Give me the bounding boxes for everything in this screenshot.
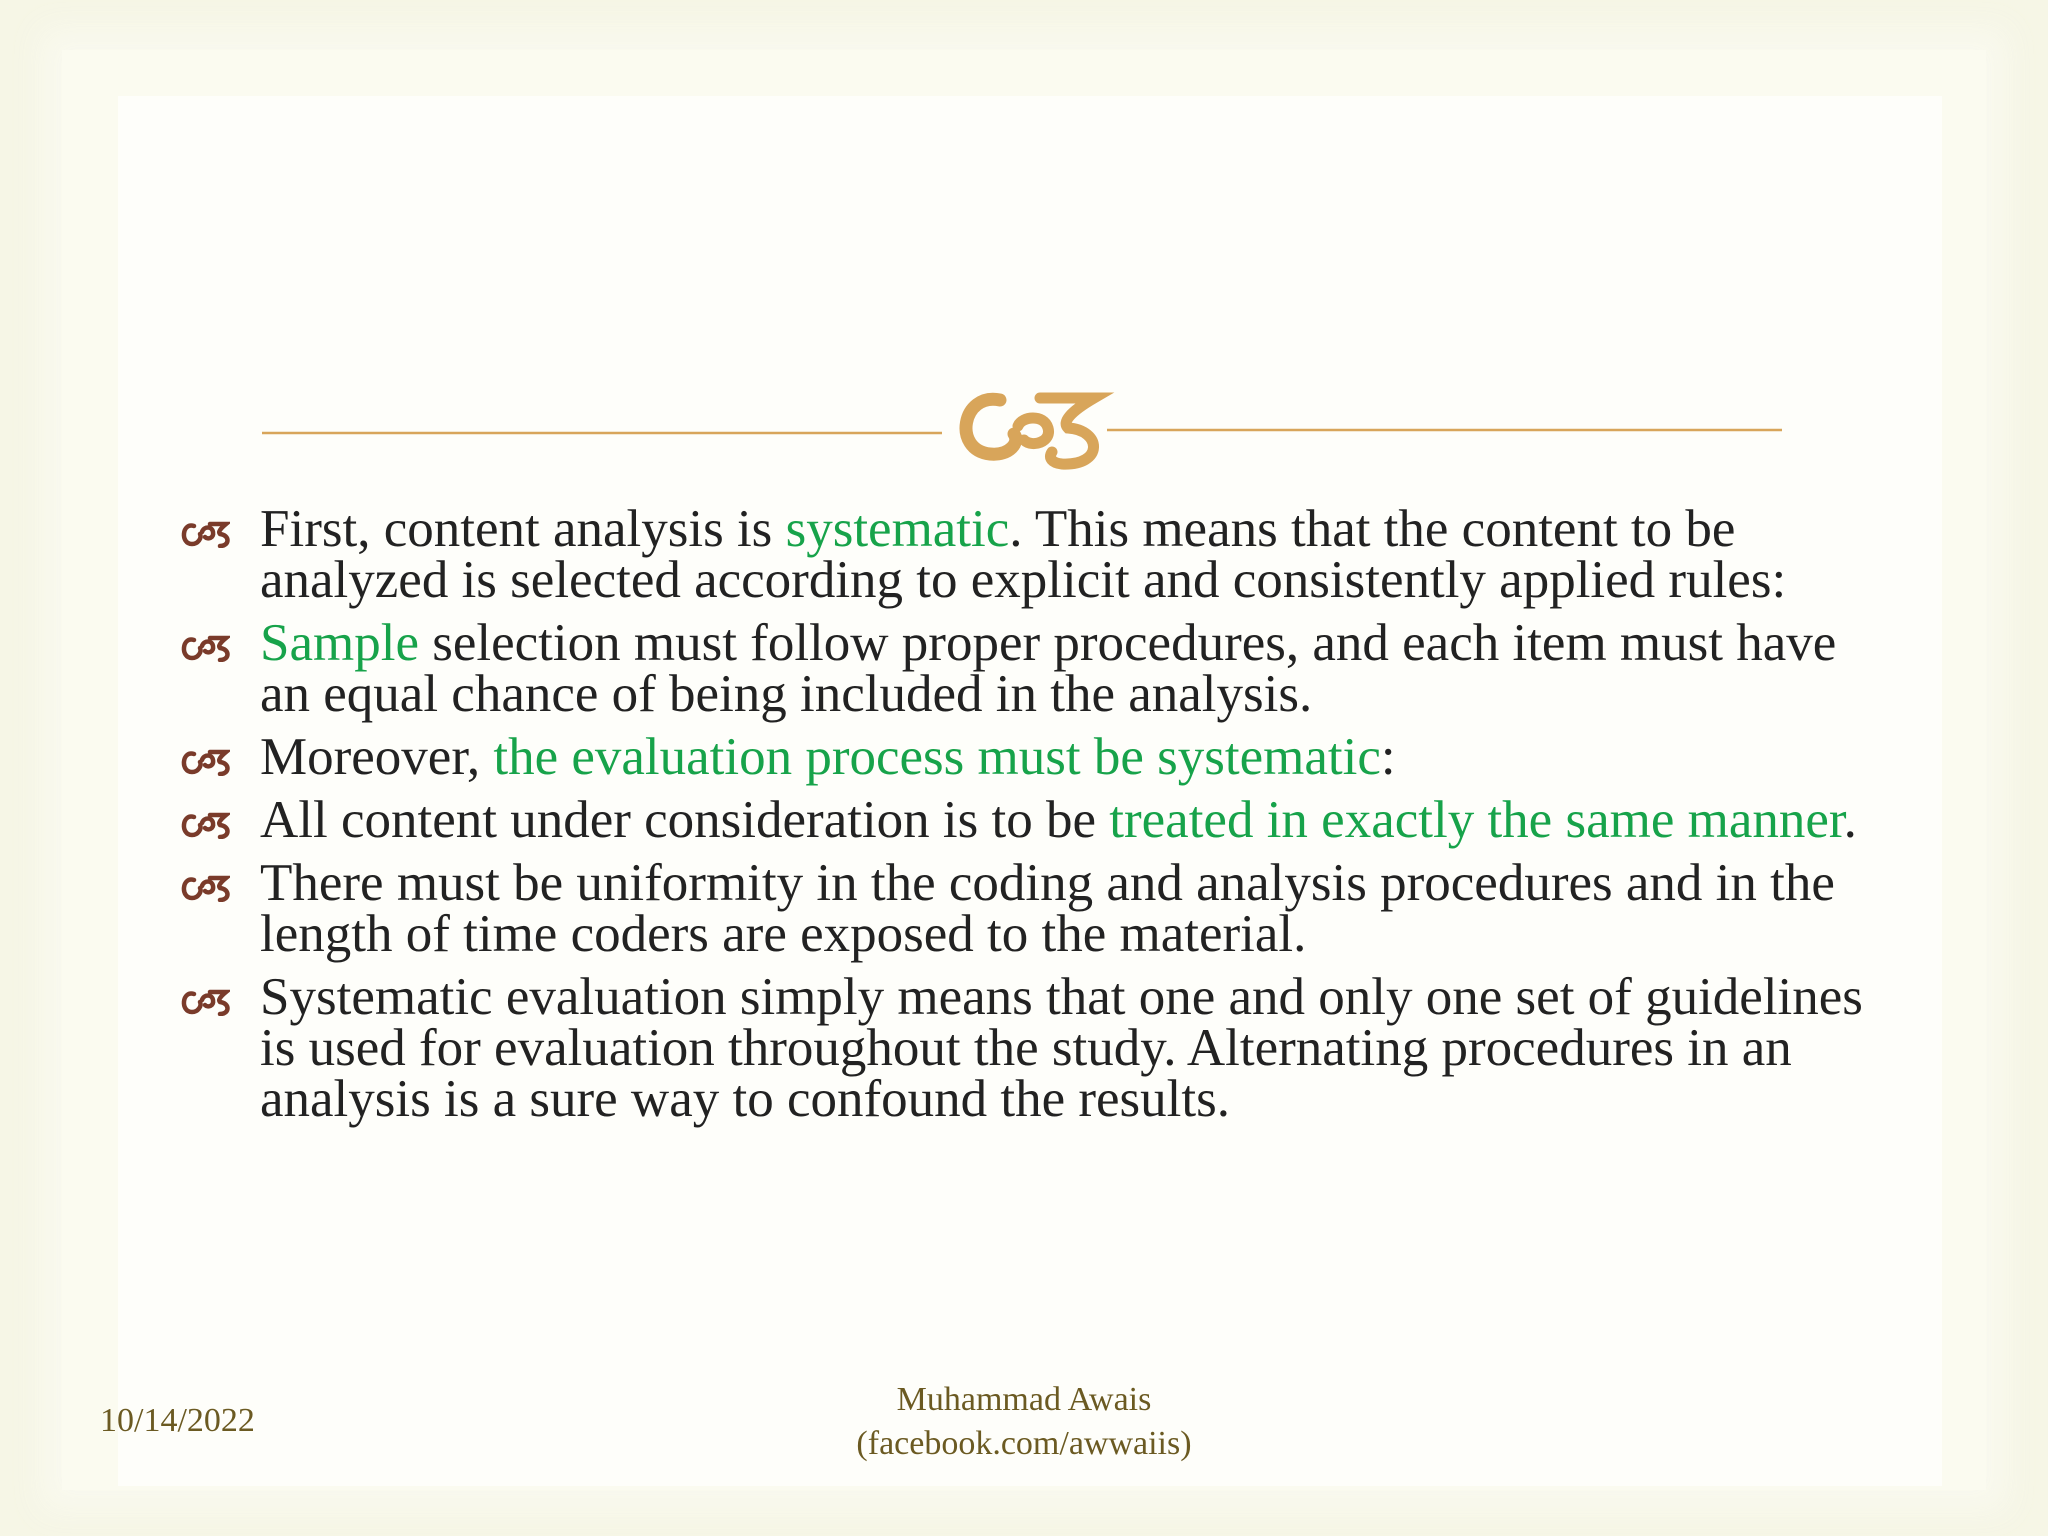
flourish-bullet-icon	[178, 809, 230, 839]
footer-date: 10/14/2022	[100, 1402, 255, 1439]
bullet-text: selection must follow proper procedures, and each item must have an equal chance of being included in the analysis.	[260, 614, 1837, 723]
footer-author	[724, 1378, 1324, 1466]
highlighted-text: Sample	[260, 614, 419, 672]
bullet-item	[178, 968, 1878, 1128]
flourish-icon	[966, 398, 1094, 464]
flourish-bullet-icon	[178, 986, 230, 1016]
bullet-text: There must be uniformity in the coding and analysis procedures and in the length of time coders are exposed to the material.	[260, 854, 1835, 963]
bullet-text: Systematic evaluation simply means that one and only one set of guidelines is used for evaluation throughout the study. Alternating procedures in an analysis is a sure way to confound the results.	[260, 968, 1863, 1128]
author-name: Muhammad Awais	[896, 1381, 1152, 1418]
flourish-bullet-icon	[178, 632, 230, 662]
bullet-item	[178, 791, 1878, 849]
flourish-bullet-icon	[178, 518, 230, 548]
bullet-text: Moreover,	[260, 728, 494, 786]
bullet-item	[178, 614, 1878, 723]
bullet-text: All content under consideration is to be	[260, 791, 1110, 849]
bullet-list	[178, 500, 1878, 1137]
highlighted-text: the evaluation process must be systematic	[493, 728, 1381, 786]
bullet-text: . This means that the content to be analyzed is selected according to explicit and consistently applied rules:	[260, 500, 1787, 609]
highlighted-text: systematic	[785, 500, 1010, 558]
flourish-bullet-icon	[178, 872, 230, 902]
bullet-item	[178, 728, 1878, 786]
bullet-text: :	[1380, 728, 1396, 786]
bullet-item	[178, 500, 1878, 609]
bullet-text: .	[1843, 791, 1857, 849]
bullet-item	[178, 854, 1878, 963]
author-link: (facebook.com/awwaiis)	[856, 1425, 1192, 1462]
flourish-bullet-icon	[178, 746, 230, 776]
highlighted-text: treated in exactly the same manner	[1109, 791, 1844, 849]
bullet-text: First, content analysis is	[260, 500, 786, 558]
ornament-divider	[262, 370, 1782, 470]
